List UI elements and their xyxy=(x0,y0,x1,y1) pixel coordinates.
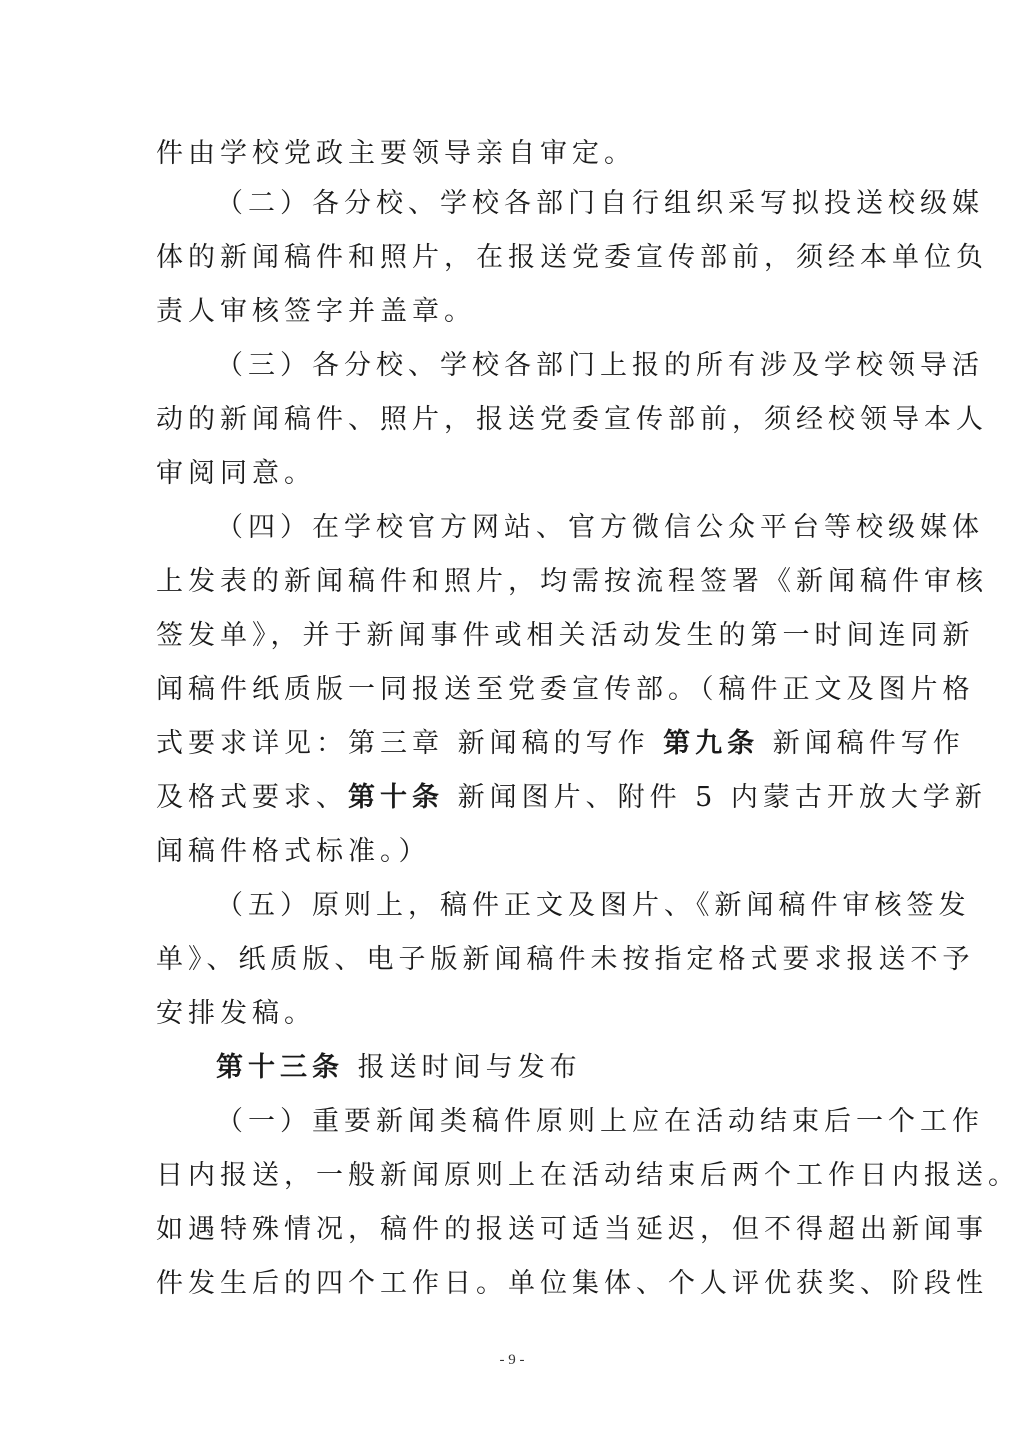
text-line: 件发生后的四个工作日。单位集体、个人评优获奖、阶段性 xyxy=(156,1268,988,1299)
article-10-reference: 第十条 xyxy=(348,782,444,813)
text-segment: 新闻图片、附件 5 内蒙古开放大学新 xyxy=(444,782,987,813)
text-segment: 式要求详见：第三章 新闻稿的写作 xyxy=(156,728,664,759)
article-13-label: 第十三条 xyxy=(216,1052,344,1083)
text-line: 上发表的新闻稿件和照片，均需按流程签署《新闻稿件审核 xyxy=(156,566,988,597)
text-segment: 及格式要求、 xyxy=(156,782,348,813)
text-line-with-reference xyxy=(156,726,965,762)
text-segment: 新闻稿件写作 xyxy=(759,728,965,759)
text-line: 闻稿件格式标准。） xyxy=(156,836,431,867)
article-13-heading xyxy=(216,1050,582,1086)
text-line-with-reference xyxy=(156,780,987,816)
text-line: 责人审核签字并盖章。 xyxy=(156,296,476,327)
article-13-title: 报送时间与发布 xyxy=(344,1052,582,1083)
paragraph-2-line-1: （二）各分校、学校各部门自行组织采写拟投送校级媒 xyxy=(216,188,984,219)
text-line: 件由学校党政主要领导亲自审定。 xyxy=(156,138,636,169)
text-line: 动的新闻稿件、照片，报送党委宣传部前，须经校领导本人 xyxy=(156,404,988,435)
text-line: 签发单》，并于新闻事件或相关活动发生的第一时间连同新 xyxy=(156,620,975,651)
paragraph-3-line-1: （三）各分校、学校各部门上报的所有涉及学校领导活 xyxy=(216,350,984,381)
paragraph-5-line-1: （五）原则上，稿件正文及图片、《新闻稿件审核签发 xyxy=(216,890,971,921)
article-9-reference: 第九条 xyxy=(663,728,760,759)
text-line: 日内报送，一般新闻原则上在活动结束后两个工作日内报送。 xyxy=(156,1160,1020,1191)
text-line: 如遇特殊情况，稿件的报送可适当延迟，但不得超出新闻事 xyxy=(156,1214,988,1245)
text-line: 单》、纸质版、电子版新闻稿件未按指定格式要求报送不予 xyxy=(156,944,975,975)
paragraph-6-line-1: （一）重要新闻类稿件原则上应在活动结束后一个工作 xyxy=(216,1106,984,1137)
paragraph-4-line-1: （四）在学校官方网站、官方微信公众平台等校级媒体 xyxy=(216,512,984,543)
text-line: 审阅同意。 xyxy=(156,458,316,489)
text-line: 闻稿件纸质版一同报送至党委宣传部。（稿件正文及图片格 xyxy=(156,674,975,705)
text-line: 体的新闻稿件和照片，在报送党委宣传部前，须经本单位负 xyxy=(156,242,988,273)
text-line: 安排发稿。 xyxy=(156,998,316,1029)
page-number: - 9 - xyxy=(499,1352,525,1368)
